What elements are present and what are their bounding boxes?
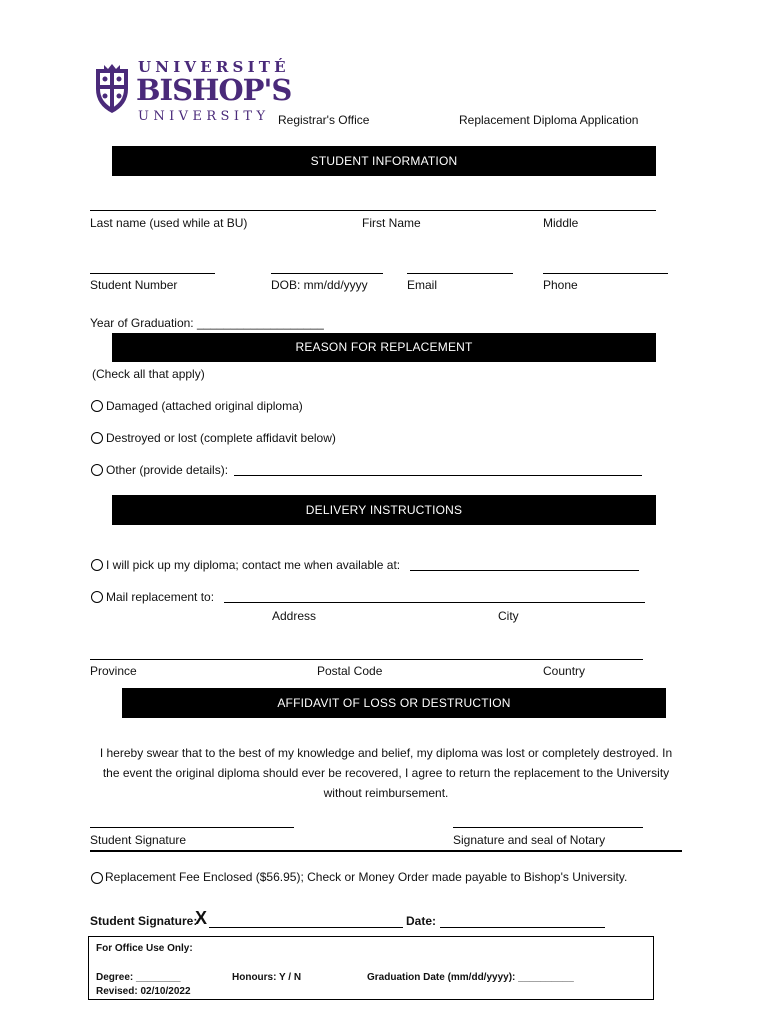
- year-of-graduation-field[interactable]: Year of Graduation: ___________________: [90, 316, 324, 330]
- section-divider: [90, 850, 682, 852]
- other-details-input-line[interactable]: [234, 475, 642, 476]
- fee-enclosed-label: Replacement Fee Enclosed ($56.95); Check or Money Order made payable to Bishop's University.: [105, 870, 628, 884]
- mail-radio[interactable]: [91, 591, 103, 603]
- logo-line-bishops: BISHOP'S: [136, 73, 292, 107]
- postal-code-label: Postal Code: [317, 664, 383, 678]
- affidavit-text-line-3: without reimbursement.: [323, 786, 449, 800]
- middle-name-label: Middle: [543, 216, 579, 230]
- student-number-label: Student Number: [90, 278, 178, 292]
- pickup-contact-input-line[interactable]: [410, 570, 639, 571]
- city-label: City: [498, 609, 519, 623]
- phone-input-line[interactable]: [543, 273, 668, 274]
- other-radio[interactable]: [91, 464, 103, 476]
- student-signature-label: Student Signature: [90, 833, 187, 847]
- pickup-radio[interactable]: [91, 559, 103, 571]
- address-label: Address: [272, 609, 317, 623]
- damaged-radio[interactable]: [91, 400, 103, 412]
- pickup-option-label: I will pick up my diploma; contact me when available at:: [106, 558, 401, 572]
- dob-label: DOB: mm/dd/yyyy: [271, 278, 368, 292]
- honours-field: Honours: Y / N: [232, 972, 302, 983]
- first-name-label: First Name: [362, 216, 421, 230]
- student-information-heading: STUDENT INFORMATION: [112, 146, 656, 176]
- mail-option-label: Mail replacement to:: [106, 590, 215, 604]
- last-name-label: Last name (used while at BU): [90, 216, 248, 230]
- damaged-option-label: Damaged (attached original diploma): [106, 399, 303, 413]
- student-number-input-line[interactable]: [90, 273, 215, 274]
- registrar-office-label: Registrar's Office: [278, 113, 370, 127]
- student-signature-line[interactable]: [90, 827, 294, 828]
- province-postal-country-input-line[interactable]: [90, 659, 643, 660]
- final-student-signature-line[interactable]: [209, 927, 403, 928]
- check-all-instruction: (Check all that apply): [92, 367, 205, 381]
- degree-field: Degree: ________: [96, 972, 181, 983]
- mail-address-input-line[interactable]: [224, 602, 645, 603]
- form-title: Replacement Diploma Application: [459, 113, 639, 127]
- date-input-line[interactable]: [440, 927, 605, 928]
- name-input-line[interactable]: [90, 210, 656, 211]
- logo-line-university: UNIVERSITY: [138, 109, 270, 124]
- province-label: Province: [90, 664, 137, 678]
- notary-signature-line[interactable]: [453, 827, 643, 828]
- revised-date: Revised: 02/10/2022: [96, 986, 191, 997]
- office-use-box: [88, 936, 654, 1000]
- country-label: Country: [543, 664, 586, 678]
- graduation-date-field: Graduation Date (mm/dd/yyyy): __________: [367, 972, 574, 983]
- signature-x-mark: X: [195, 908, 208, 928]
- other-option-label: Other (provide details):: [106, 463, 229, 477]
- affidavit-text: [88, 743, 684, 803]
- reason-for-replacement-heading: REASON FOR REPLACEMENT: [112, 333, 656, 362]
- destroyed-lost-radio[interactable]: [91, 432, 103, 444]
- fee-enclosed-radio[interactable]: [91, 872, 103, 884]
- delivery-instructions-heading: DELIVERY INSTRUCTIONS: [112, 495, 656, 525]
- phone-label: Phone: [543, 278, 578, 292]
- final-student-signature-label: Student Signature:: [90, 914, 198, 928]
- logo-line-universite: UNIVERSITÉ: [138, 58, 290, 76]
- affidavit-heading: AFFIDAVIT OF LOSS OR DESTRUCTION: [122, 688, 666, 718]
- affidavit-text-line-1: I hereby swear that to the best of my knowledge and belief, my diploma was lost or completely destroyed. In: [99, 746, 673, 760]
- notary-signature-label: Signature and seal of Notary: [453, 833, 606, 847]
- dob-input-line[interactable]: [271, 273, 383, 274]
- destroyed-option-label: Destroyed or lost (complete affidavit below): [106, 431, 336, 445]
- email-input-line[interactable]: [407, 273, 513, 274]
- office-use-title: For Office Use Only:: [96, 943, 193, 954]
- affidavit-text-line-2: the event the original diploma should ever be recovered, I agree to return the replacement to the University: [102, 766, 670, 780]
- crest-shield-icon: [90, 63, 134, 115]
- email-label: Email: [407, 278, 438, 292]
- date-label: Date:: [406, 914, 437, 928]
